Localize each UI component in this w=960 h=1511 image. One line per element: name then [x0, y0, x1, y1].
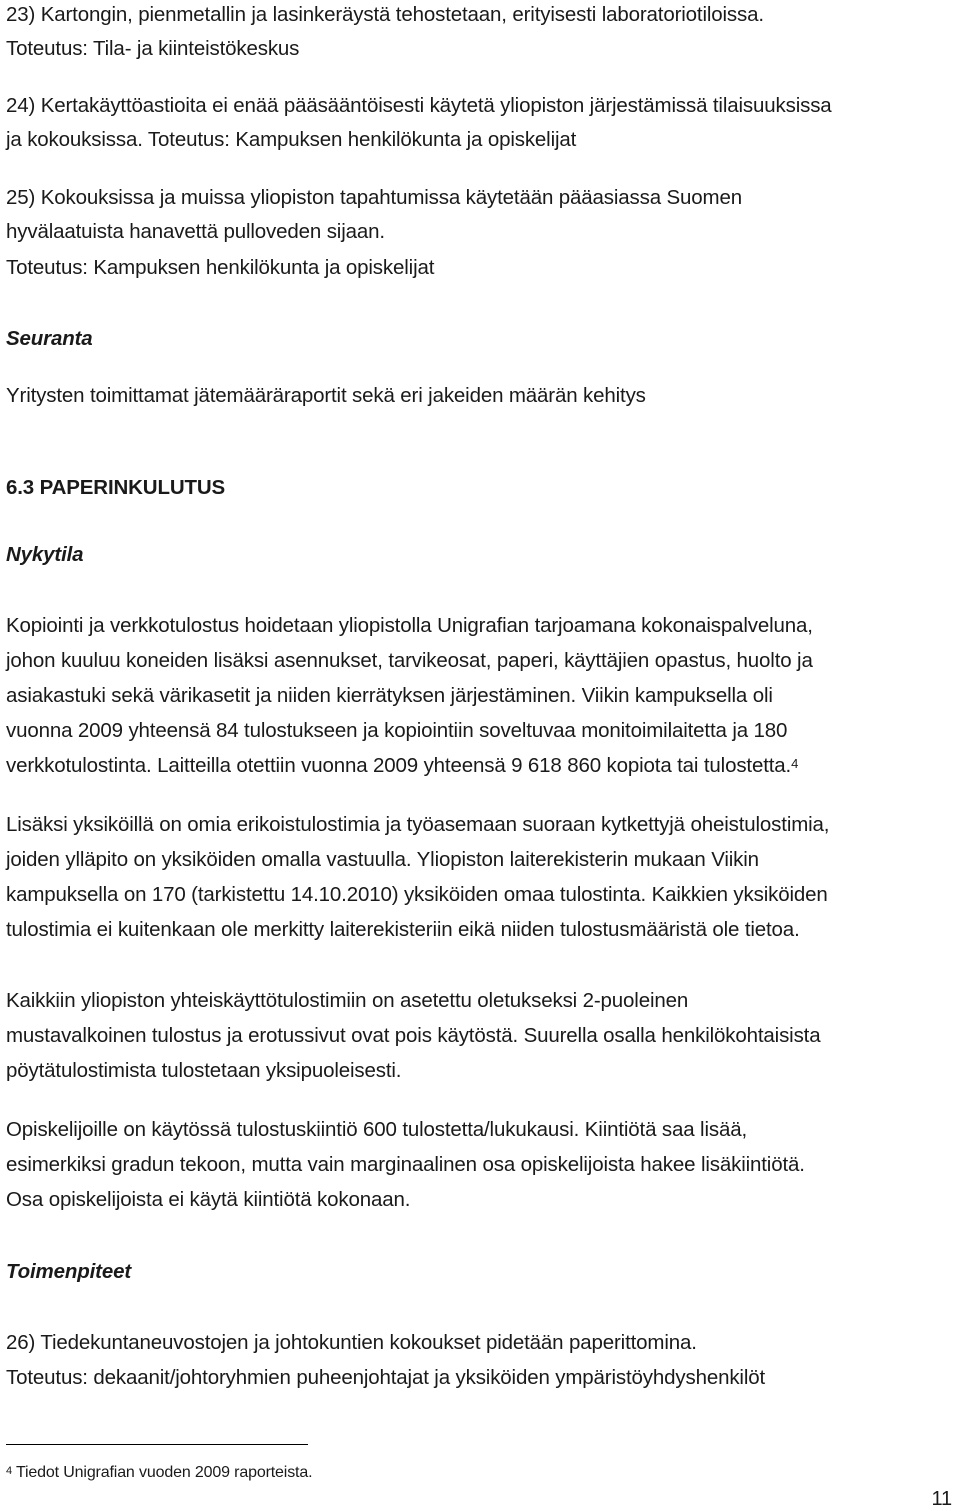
paragraph-2-line-4: tulostimia ei kuitenkaan ole merkitty laiterekisteriin eikä niiden tulostusmääristä ole tietoa. [6, 918, 800, 941]
paragraph-4-line-2: esimerkiksi gradun tekoon, mutta vain marginaalinen osa opiskelijoista hakee lisäkiintiötä. [6, 1153, 805, 1176]
paragraph-1-line-3: asiakastuki sekä värikasetit ja niiden kierrätyksen järjestäminen. Viikin kampuksella oli [6, 684, 773, 707]
paragraph-4-line-1: Opiskelijoille on käytössä tulostuskiintiö 600 tulostetta/lukukausi. Kiintiötä saa lisää, [6, 1118, 747, 1141]
item-24-line-1: 24) Kertakäyttöastioita ei enää pääsääntöisesti käytetä yliopiston järjestämissä tilaisuuksissa [6, 94, 832, 117]
footnote-text: Tiedot Unigrafian vuoden 2009 raporteista. [15, 1464, 313, 1481]
subheading-toimenpiteet: Toimenpiteet [6, 1260, 132, 1283]
item-25-line-3: Toteutus: Kampuksen henkilökunta ja opiskelijat [6, 256, 435, 279]
paragraph-3-line-3: pöytätulostimista tulostetaan yksipuoleisesti. [6, 1059, 402, 1082]
paragraph-1-line-4: vuonna 2009 yhteensä 84 tulostukseen ja kopiointiin soveltuvaa monitoimilaitetta ja 180 [6, 719, 788, 742]
paragraph-4-line-3: Osa opiskelijoista ei käytä kiintiötä kokonaan. [6, 1188, 411, 1211]
section-heading: 6.3 PAPERINKULUTUS [6, 476, 226, 499]
paragraph-2-line-2: joiden ylläpito on yksiköiden omalla vastuulla. Yliopiston laiterekisterin mukaan Viikin [6, 848, 759, 871]
footnote-marker: 4 [6, 1465, 12, 1477]
paragraph-2-line-3: kampuksella on 170 (tarkistettu 14.10.2010) yksiköiden omaa tulostinta. Kaikkien yksiköiden [6, 883, 828, 906]
item-23-line-1: 23) Kartongin, pienmetallin ja lasinkeräystä tehostetaan, erityisesti laboratoriotiloissa. [6, 3, 764, 26]
page-number: 11 [931, 1488, 952, 1510]
item-25-line-2: hyvälaatuista hanavettä pulloveden sijaan. [6, 220, 385, 243]
item-24-line-2: ja kokouksissa. Toteutus: Kampuksen henkilökunta ja opiskelijat [6, 128, 577, 151]
subheading-nykytila: Nykytila [6, 543, 84, 566]
paragraph-1-line-5-text: verkkotulostinta. Laitteilla otettiin vuonna 2009 yhteensä 9 618 860 kopiota tai tulostetta. [6, 754, 792, 777]
item-23-line-2: Toteutus: Tila- ja kiinteistökeskus [6, 37, 300, 60]
item-25-line-1: 25) Kokouksissa ja muissa yliopiston tapahtumissa käytetään pääasiassa Suomen [6, 186, 742, 209]
seuranta-text: Yritysten toimittamat jätemääräraportit sekä eri jakeiden määrän kehitys [6, 384, 646, 407]
paragraph-3-line-1: Kaikkiin yliopiston yhteiskäyttötulostimiin on asetettu oletukseksi 2-puoleinen [6, 989, 689, 1012]
paragraph-3-line-2: mustavalkoinen tulostus ja erotussivut ovat pois käytöstä. Suurella osalla henkilökohtaisista [6, 1024, 821, 1047]
item-26-line-1: 26) Tiedekuntaneuvostojen ja johtokuntien kokoukset pidetään paperittomina. [6, 1331, 697, 1354]
subheading-seuranta: Seuranta [6, 327, 93, 350]
paragraph-1-line-1: Kopiointi ja verkkotulostus hoidetaan yliopistolla Unigrafian tarjoamana kokonaispalveluna, [6, 614, 813, 637]
paragraph-1-line-5 [6, 754, 798, 780]
footnote [6, 1463, 312, 1484]
paragraph-1-line-2: johon kuuluu koneiden lisäksi asennukset, tarvikeosat, paperi, käyttäjien opastus, huolto ja [6, 649, 813, 672]
footnote-divider [6, 1444, 308, 1445]
paragraph-2-line-1: Lisäksi yksiköillä on omia erikoistulostimia ja työasemaan suoraan kytkettyjä oheistulostimia, [6, 813, 830, 836]
footnote-reference: 4 [791, 756, 799, 771]
item-26-line-2: Toteutus: dekaanit/johtoryhmien puheenjohtajat ja yksiköiden ympäristöyhdyshenkilöt [6, 1366, 766, 1389]
